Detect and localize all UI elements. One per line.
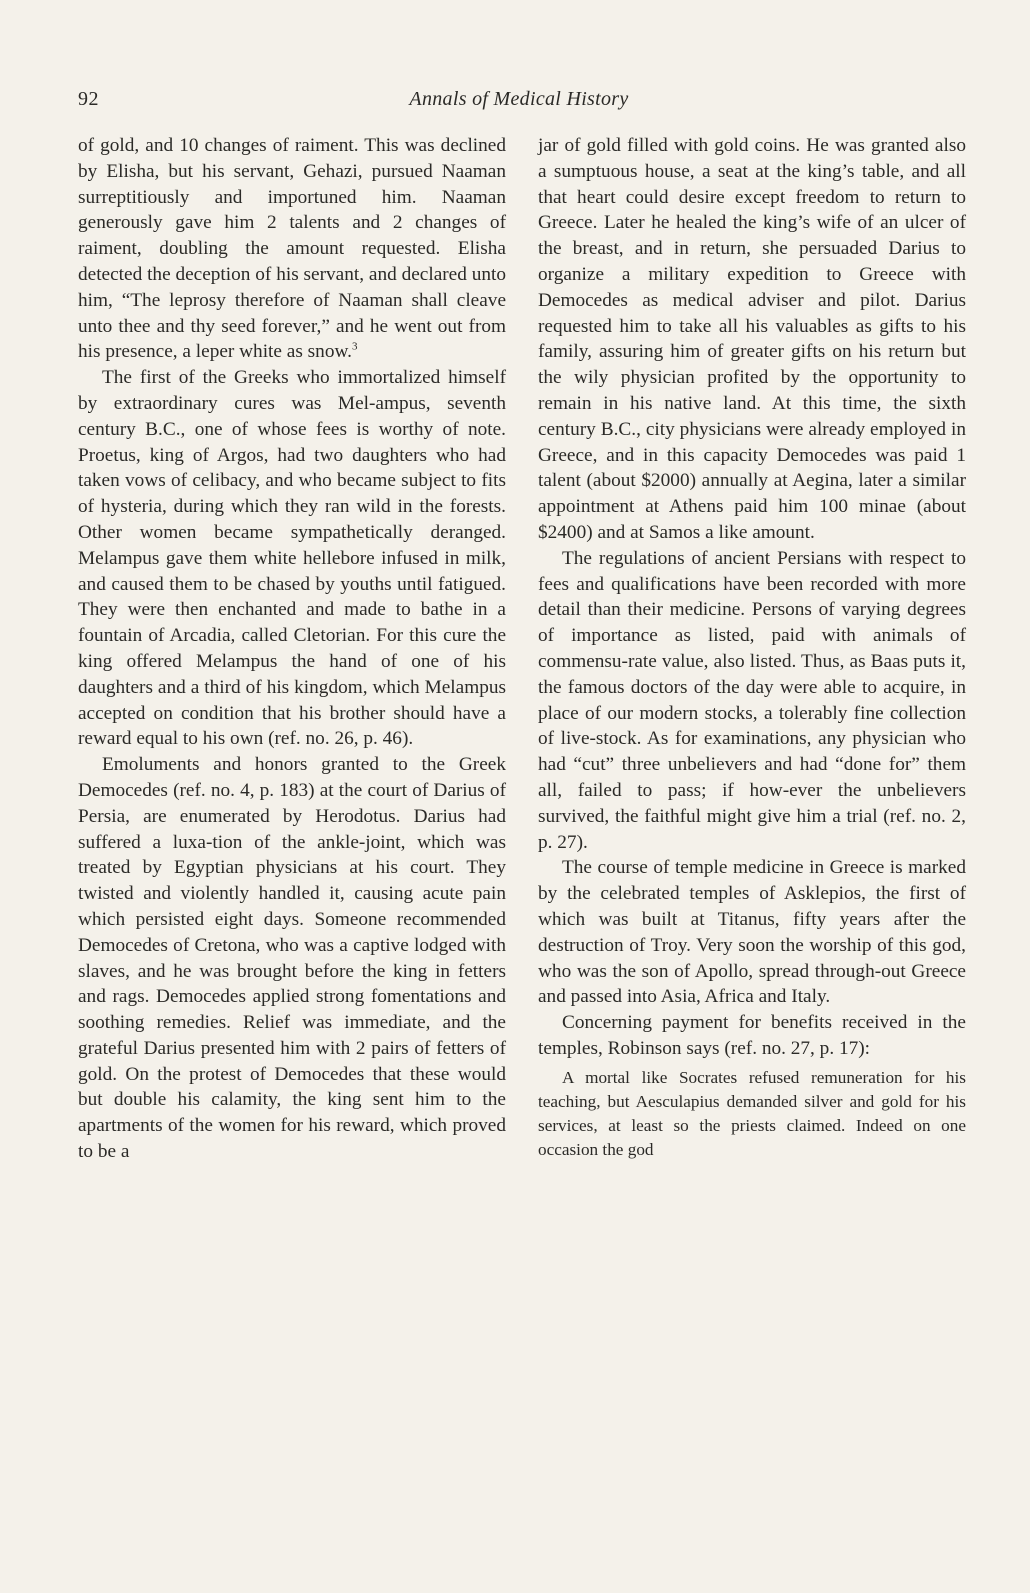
- left-paragraph-3: Emoluments and honors granted to the Greek Democedes (ref. no. 4, p. 183) at the court of Darius of Persia, are enumerated by Herodotus. Darius had suffered a luxa-tion of the ankle-joint, which was treated by Egyptian physicians at his court. They twisted and violently handled it, causing acute pain which persisted eight days. Someone recommended Democedes of Cretona, who was a captive lodged with slaves, and he was brought before the king in fetters and rags. Democedes applied strong fomentations and soothing remedies. Relief was immediate, and the grateful Darius presented him with 2 pairs of fetters of gold. On the protest of Democedes that these would but double his calamity, the king sent him to the apartments of the women for his reward, which proved to be a: [78, 754, 506, 1163]
- left-column: [78, 133, 506, 1165]
- right-paragraph-3: The course of temple medicine in Greece is marked by the celebrated temples of Asklepios, the first of which was built at Titanus, fifty years after the destruction of Troy. Very soon the worship of this god, who was the son of Apollo, spread through-out Greece and passed into Asia, Africa and Italy.: [538, 857, 966, 1008]
- footnote-marker: 3: [351, 340, 358, 353]
- page-number: 92: [78, 88, 99, 110]
- left-paragraph-1-text: of gold, and 10 changes of raiment. This was declined by Elisha, but his servant, Gehazi, pursued Naaman surreptitiously and importuned him. Naaman generously gave him 2 talents and 2 changes of raiment, doubling the amount requested. Elisha detected the deception of his servant, and declared unto him, “The leprosy therefore of Naaman shall cleave unto thee and thy seed forever,” and he went out from his presence, a leper white as snow.: [78, 135, 506, 363]
- right-paragraph-1: jar of gold filled with gold coins. He was granted also a sumptuous house, a seat at the king’s table, and all that heart could desire except freedom to return to Greece. Later he healed the king’s wife of an ulcer of the breast, and in return, she persuaded Darius to organize a military expedition to Greece with Democedes as medical adviser and pilot. Darius requested him to take all his valuables as gifts to his family, assuring him of greater gifts on his return but the wily physician profited by the opportunity to remain in his native land. At this time, the sixth century B.C., city physicians were already employed in Greece, and in this capacity Democedes was paid 1 talent (about $2000) annually at Aegina, later a similar appointment at Athens paid him 100 minae (about $2400) and at Samos a like amount.: [538, 135, 966, 543]
- right-paragraph-2: The regulations of ancient Persians with respect to fees and qualifications have been recorded with more detail than their medicine. Persons of varying degrees of importance as listed, paid with animals of commensu-rate value, also listed. Thus, as Baas puts it, the famous doctors of the day were able to acquire, in place of our modern stocks, a tolerably fine collection of live-stock. As for examinations, any physician who had “cut” three unbelievers and had “done for” them all, failed to pass; if how-ever the unbelievers survived, the faithful might give him a trial (ref. no. 2, p. 27).: [538, 547, 966, 853]
- running-title: Annals of Medical History: [409, 88, 629, 110]
- right-column: [538, 133, 966, 1163]
- block-quote: A mortal like Socrates refused remuneration for his teaching, but Aesculapius demanded silver and gold for his services, at least so the priests claimed. Indeed on one occasion the god: [538, 1067, 966, 1160]
- page-header: [78, 88, 960, 118]
- right-paragraph-4: Concerning payment for benefits received in the temples, Robinson says (ref. no. 27, p. 17):: [538, 1012, 966, 1059]
- left-paragraph-1: [78, 133, 506, 365]
- left-paragraph-2: The first of the Greeks who immortalized himself by extraordinary cures was Mel-ampus, seventh century B.C., one of whose fees is worthy of note. Proetus, king of Argos, had two daughters who had taken vows of celibacy, and who became subject to fits of hysteria, during which they ran wild in the forests. Other women became sympathetically deranged. Melampus gave them white hellebore infused in milk, and caused them to be chased by youths until fatigued. They were then enchanted and made to bathe in a fountain of Arcadia, called Cletorian. For this cure the king offered Melampus the hand of one of his daughters and a third of his kingdom, which Melampus accepted on condition that his brother should have a reward equal to his own (ref. no. 26, p. 46).: [78, 367, 506, 750]
